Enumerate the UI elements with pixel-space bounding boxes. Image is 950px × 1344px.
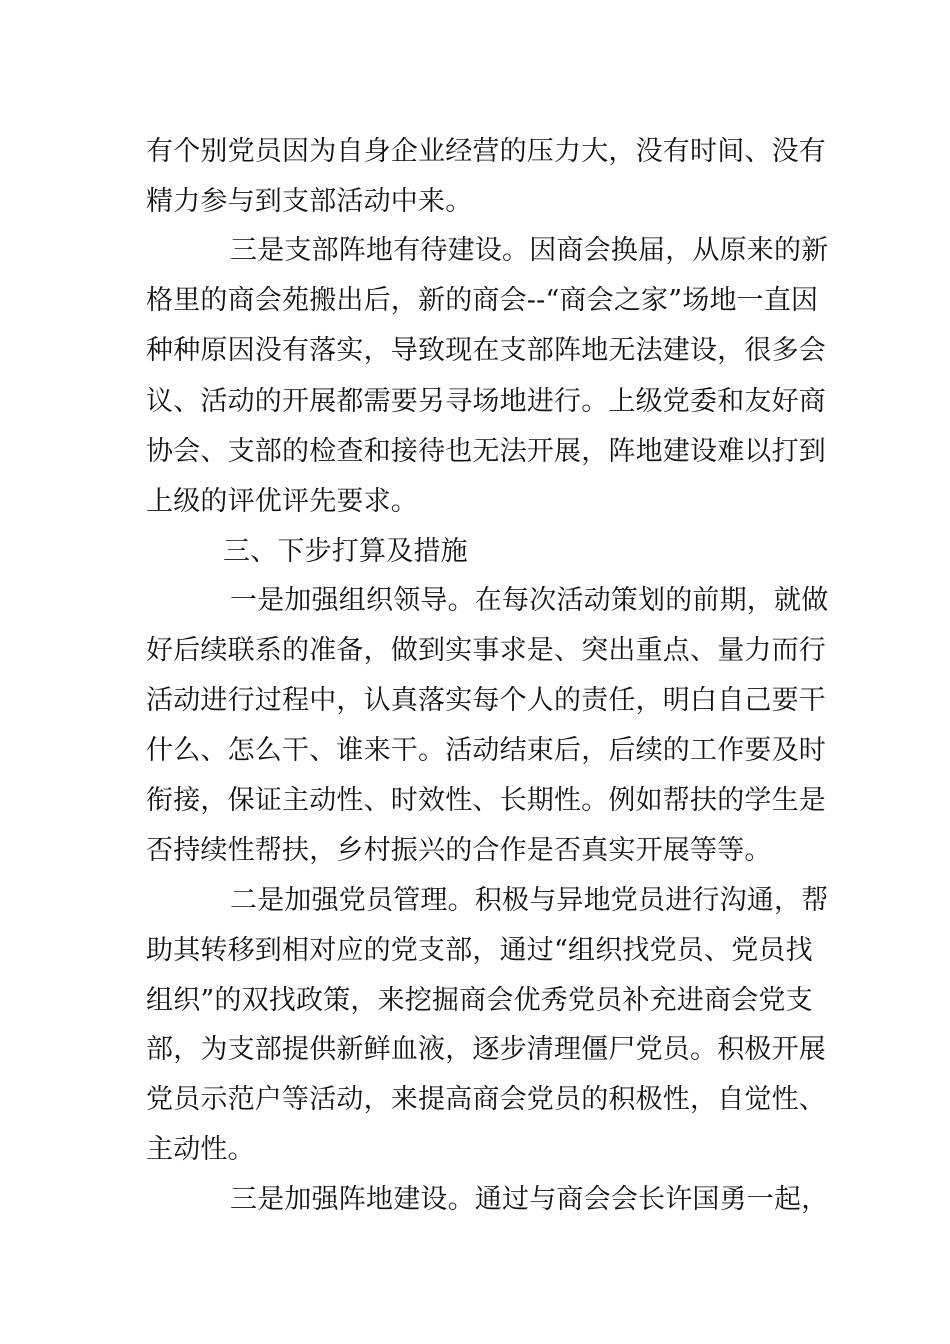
text-line: 精力参与到支部活动中来。 — [146, 186, 473, 217]
section-heading: 三、下步打算及措施 — [223, 536, 468, 567]
text-line: 党员示范户等活动，来提高商会党员的积极性，自觉性、 — [146, 1084, 826, 1115]
text-line: 组织”的双找政策，来挖掘商会优秀党员补充进商会党支 — [146, 985, 813, 1016]
text-line: 三是加强阵地建设。通过与商会会长许国勇一起， — [230, 1184, 829, 1215]
text-line: 二是加强党员管理。积极与异地党员进行沟通，帮 — [230, 885, 829, 916]
text-line: 衔接，保证主动性、时效性、长期性。例如帮扶的学生是 — [146, 785, 826, 816]
text-line: 活动进行过程中，认真落实每个人的责任，明白自己要干 — [146, 685, 826, 716]
text-line: 议、活动的开展都需要另寻场地进行。上级党委和友好商 — [146, 386, 826, 417]
text-line: 上级的评优评先要求。 — [146, 486, 418, 517]
text-line: 否持续性帮扶，乡村振兴的合作是否真实开展等等。 — [146, 835, 772, 866]
text-line: 助其转移到相对应的党支部，通过“组织找党员、党员找 — [146, 935, 813, 966]
text-line: 有个别党员因为自身企业经营的压力大，没有时间、没有 — [146, 136, 826, 167]
text-line: 好后续联系的准备，做到实事求是、突出重点、量力而行 — [146, 635, 826, 666]
text-line: 种种原因没有落实，导致现在支部阵地无法建设，很多会 — [146, 335, 826, 366]
text-line: 三是支部阵地有待建设。因商会换届，从原来的新 — [230, 235, 829, 266]
text-line: 协会、支部的检查和接待也无法开展，阵地建设难以打到 — [146, 436, 826, 467]
text-line: 格里的商会苑搬出后，新的商会--“商会之家”场地一直因 — [146, 285, 819, 316]
text-line: 一是加强组织领导。在每次活动策划的前期，就做 — [230, 585, 829, 616]
text-line: 部，为支部提供新鲜血液，逐步清理僵尸党员。积极开展 — [146, 1034, 826, 1065]
text-line: 主动性。 — [146, 1134, 255, 1165]
text-line: 什么、怎么干、谁来干。活动结束后，后续的工作要及时 — [146, 735, 826, 766]
